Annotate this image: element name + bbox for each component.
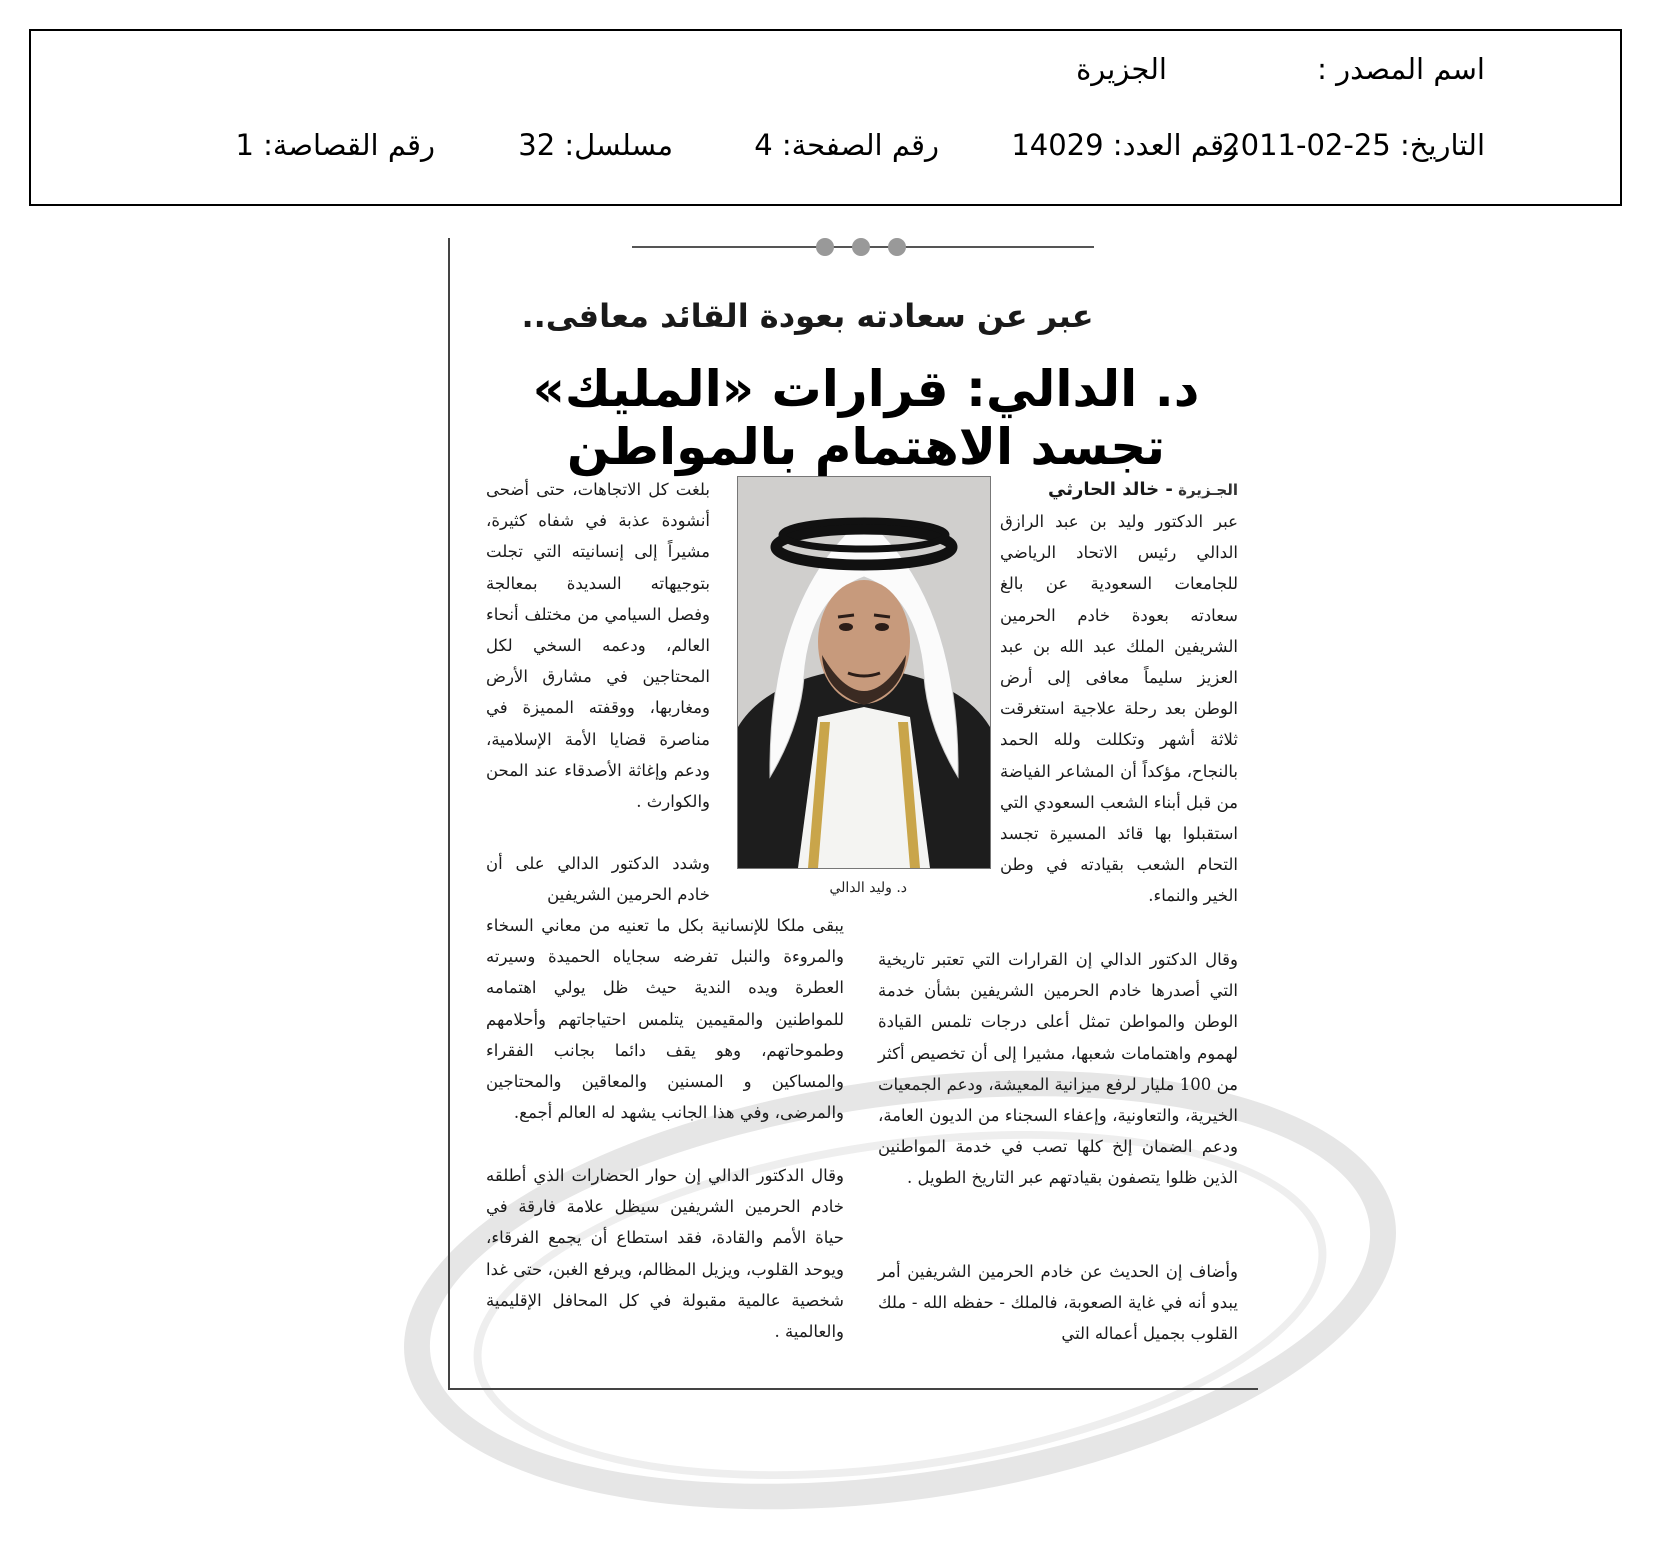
date-field: التاريخ: 25-02-2011 <box>1222 128 1485 162</box>
article-text-left-p1: بلغت كل الاتجاهات، حتى أضحى أنشودة عذبة في شفاه كثيرة، مشيراً إلى إنسانيته التي تجلت بتوجيهاته السديدة بمعالجة وفصل السيامي من مختلف أنحاء العالم، ودعمه السخي لكل المحتاجين في مشارق الأرض ومغاربها، ووقفته المميزة في مناصرة قضايا الأمة الإسلامية، ودعم وإغاثة الأصدقاء عند المحن والكوارث . <box>486 480 710 812</box>
article-headline: د. الدالي: قرارات «المليك» تجسد الاهتمام بالمواطن <box>532 360 1200 476</box>
ornament-dot <box>816 238 834 256</box>
article-subheadline: عبر عن سعادته بعودة القائد معافى.. <box>521 297 1094 335</box>
article-text-right-p3: وأضاف إن الحديث عن خادم الحرمين الشريفين أمر يبدو أنه في غاية الصعوبة، فالملك - حفظه الله - ملك القلوب بجميل أعماله التي <box>878 1262 1238 1344</box>
byline-brand: الجـزيرة <box>1178 481 1238 499</box>
issue-number-field: رقم العدد: 14029 <box>1011 128 1238 162</box>
article-text-right-p1: عبر الدكتور وليد بن عبد الرازق الدالي رئيس الاتحاد الرياضي للجامعات السعودية عن بالغ سعادته بعودة خادم الحرمين الشريفين الملك عبد الله بن عبد العزيز سليماً معافى إلى أرض الوطن بعد رحلة علاجية استغرقت ثلاثة أشهر وتكللت ولله الحمد بالنجاح، مؤكداً أن المشاعر الفياضة من قبل أبناء الشعب السعودي التي استقبلوا بها قائد المسيرة تجسد التحام الشعب بقيادته في وطن الخير والنماء. <box>1000 512 1238 906</box>
article-text-left-p2b: يبقى ملكا للإنسانية بكل ما تعنيه من معاني السخاء والمروءة والنبل تفرضه سجاياه الحميدة وسيرته العطرة ويده الندية حيث ظل يولي اهتمامه للمواطنين والمقيمين يتلمس احتياجاتهم وأحلامهم وطموحاتهم، وهو يقف دائما بجانب الفقراء والمساكين و المسنين والمعاقين والمحتاجين والمرضى، وفي هذا الجانب يشهد له العالم أجمع. <box>486 916 844 1123</box>
ornament-dot <box>852 238 870 256</box>
source-label: اسم المصدر : <box>1317 52 1485 86</box>
clip-number-field: رقم القصاصة: 1 <box>235 128 435 162</box>
clip-left-rule <box>448 238 450 1388</box>
portrait-photo-graphic <box>738 477 990 868</box>
page-number-field: رقم الصفحة: 4 <box>754 128 939 162</box>
source-value: الجزيرة <box>1076 52 1167 86</box>
article-text-left-p3: وقال الدكتور الدالي إن حوار الحضارات الذي أطلقه خادم الحرمين الشريفين سيظل علامة فارقة في حياة الأمم والقادة، فقد استطاع أن يجمع الفرقاء، ويوحد القلوب، ويزيل المظالم، ويرفع الغبن، حتى غدا شخصية عالمية مقبولة في كل المحافل الإقليمية والعالمية . <box>486 1166 844 1342</box>
article-text-right-p2: وقال الدكتور الدالي إن القرارات التي تعتبر تاريخية التي أصدرها خادم الحرمين الشريفين بشأن خدمة الوطن والمواطن تمثل أعلى درجات تلمس القيادة لهموم واهتمامات شعبها، مشيرا إلى أن تخصيص أكثر من 100 مليار لرفع ميزانية المعيشة، ودعم الجمعيات الخيرية، والتعاونية، وإعفاء السجناء من الديون العامة، ودعم الضمان إلخ كلها تصب في خدمة المواطنين الذين ظلوا يتصفون بقيادتهم عبر التاريخ الطويل . <box>878 950 1238 1188</box>
clip-bottom-rule <box>448 1388 1258 1390</box>
article-column-right-top <box>1000 474 1238 506</box>
portrait-photo <box>737 476 991 869</box>
ornament-dot <box>888 238 906 256</box>
photo-caption: د. وليد الدالي <box>829 880 907 896</box>
byline-author: - خالد الحارثي <box>1047 479 1173 500</box>
serial-field: مسلسل: 32 <box>518 128 673 162</box>
article-text-left-p2a: وشدد الدكتور الدالي على أن خادم الحرمين الشريفين <box>486 854 710 905</box>
